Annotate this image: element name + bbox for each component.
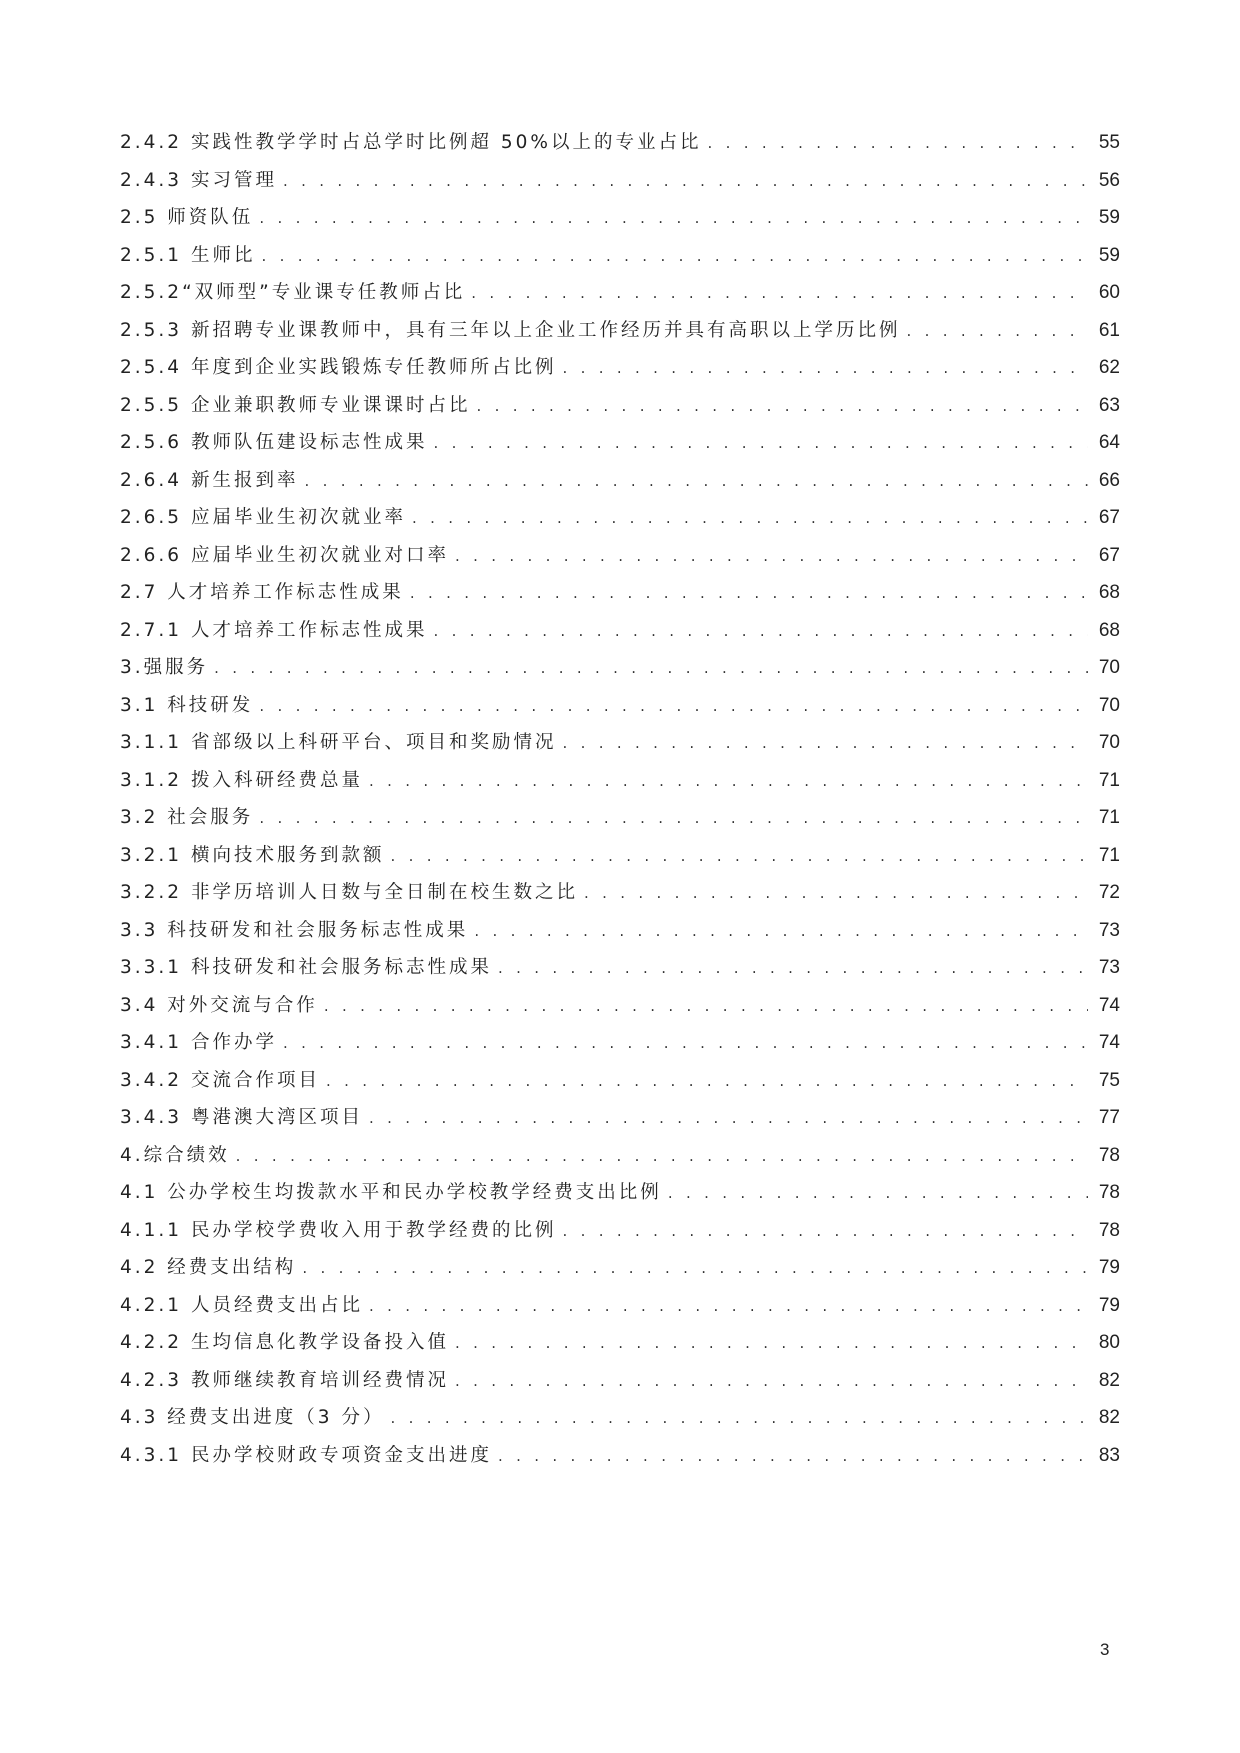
toc-dot-leader <box>259 800 1088 838</box>
toc-dot-leader <box>369 763 1088 801</box>
toc-entry[interactable] <box>120 574 1120 612</box>
toc-entry[interactable] <box>120 1362 1120 1400</box>
toc-entry[interactable] <box>120 1137 1120 1175</box>
toc-entry-title: 3.1.2 拨入科研经费总量 <box>120 769 363 791</box>
toc-dot-leader <box>906 313 1088 351</box>
toc-entry-page: 61 <box>1098 319 1120 341</box>
toc-entry-page: 67 <box>1098 507 1120 528</box>
toc-entry-title: 3.3 科技研发和社会服务标志性成果 <box>120 919 469 941</box>
toc-entry[interactable] <box>120 199 1120 237</box>
toc-dot-leader <box>476 388 1088 426</box>
table-of-contents <box>120 124 1120 1474</box>
toc-entry-page: 59 <box>1098 244 1120 266</box>
toc-entry-page: 68 <box>1098 619 1120 641</box>
toc-dot-leader <box>304 463 1088 501</box>
toc-entry[interactable] <box>120 162 1120 200</box>
toc-entry-title: 2.4.3 实习管理 <box>120 169 277 191</box>
toc-entry-page: 82 <box>1098 1369 1120 1391</box>
toc-entry-page: 74 <box>1098 994 1120 1016</box>
toc-entry-title: 2.6.5 应届毕业生初次就业率 <box>120 507 406 528</box>
toc-entry[interactable] <box>120 1062 1120 1100</box>
toc-entry-title: 2.5.1 生师比 <box>120 244 256 266</box>
toc-entry[interactable] <box>120 1249 1120 1287</box>
toc-entry-page: 71 <box>1098 769 1120 791</box>
toc-entry-title: 4.2.1 人员经费支出占比 <box>120 1294 363 1316</box>
toc-entry-page: 70 <box>1098 694 1120 716</box>
toc-entry[interactable] <box>120 237 1120 275</box>
toc-dot-leader <box>390 1400 1088 1438</box>
toc-dot-leader <box>283 1025 1088 1063</box>
toc-entry-title: 4.1.1 民办学校学费收入用于教学经费的比例 <box>120 1219 557 1241</box>
toc-entry-page: 82 <box>1098 1407 1120 1428</box>
toc-dot-leader <box>214 650 1088 688</box>
toc-entry-page: 67 <box>1098 544 1120 566</box>
toc-entry-title: 3.2 社会服务 <box>120 807 254 828</box>
toc-dot-leader <box>259 200 1088 238</box>
toc-entry[interactable] <box>120 1099 1120 1137</box>
toc-entry[interactable] <box>120 649 1120 687</box>
toc-entry-title: 3.4.3 粤港澳大湾区项目 <box>120 1107 363 1128</box>
toc-entry-title: 3.4 对外交流与合作 <box>120 994 318 1016</box>
toc-dot-leader <box>562 350 1088 388</box>
toc-entry[interactable] <box>120 349 1120 387</box>
toc-entry-title: 3.1.1 省部级以上科研平台、项目和奖励情况 <box>120 732 557 753</box>
toc-entry-title: 3.4.2 交流合作项目 <box>120 1069 320 1091</box>
toc-dot-leader <box>498 1438 1088 1476</box>
toc-entry-title: 3.4.1 合作办学 <box>120 1032 277 1053</box>
toc-dot-leader <box>433 613 1088 651</box>
toc-entry[interactable] <box>120 274 1120 312</box>
toc-entry-page: 78 <box>1098 1219 1120 1241</box>
toc-entry-page: 74 <box>1098 1032 1120 1053</box>
toc-entry[interactable] <box>120 124 1120 162</box>
toc-entry-page: 72 <box>1098 882 1120 903</box>
toc-entry[interactable] <box>120 462 1120 500</box>
toc-entry-title: 4.2 经费支出结构 <box>120 1257 297 1278</box>
toc-dot-leader <box>369 1100 1088 1138</box>
toc-entry-title: 4.2.3 教师继续教育培训经费情况 <box>120 1369 449 1391</box>
toc-entry-page: 70 <box>1098 657 1120 678</box>
toc-entry-title: 2.5 师资队伍 <box>120 207 254 228</box>
toc-entry-page: 68 <box>1098 582 1120 603</box>
toc-entry-page: 78 <box>1098 1144 1120 1166</box>
toc-entry-title: 2.7.1 人才培养工作标志性成果 <box>120 619 428 641</box>
toc-entry[interactable] <box>120 1174 1120 1212</box>
toc-entry-title: 2.5.2“双师型”专业课专任教师占比 <box>120 282 466 303</box>
toc-dot-leader <box>324 988 1088 1026</box>
toc-dot-leader <box>455 538 1088 576</box>
toc-entry-page: 56 <box>1098 169 1120 191</box>
toc-entry-page: 73 <box>1098 957 1120 978</box>
toc-entry-title: 4.1 公办学校生均拨款水平和民办学校教学经费支出比例 <box>120 1182 662 1203</box>
toc-entry-title: 4.3.1 民办学校财政专项资金支出进度 <box>120 1444 492 1466</box>
toc-entry-page: 75 <box>1098 1069 1120 1091</box>
toc-entry[interactable] <box>120 612 1120 650</box>
toc-entry-page: 62 <box>1098 357 1120 378</box>
toc-entry-title: 2.6.6 应届毕业生初次就业对口率 <box>120 544 449 566</box>
toc-entry[interactable] <box>120 1324 1120 1362</box>
toc-dot-leader <box>707 125 1088 163</box>
toc-dot-leader <box>302 1250 1088 1288</box>
toc-entry-page: 60 <box>1098 282 1120 303</box>
toc-entry[interactable] <box>120 799 1120 837</box>
toc-entry-title: 4.综合绩效 <box>120 1144 230 1166</box>
toc-entry[interactable] <box>120 1437 1120 1475</box>
toc-entry-title: 3.2.2 非学历培训人日数与全日制在校生数之比 <box>120 882 578 903</box>
toc-dot-leader <box>369 1288 1088 1326</box>
toc-entry-page: 77 <box>1098 1107 1120 1128</box>
toc-entry[interactable] <box>120 874 1120 912</box>
toc-dot-leader <box>410 575 1088 613</box>
toc-entry-title: 2.5.5 企业兼职教师专业课课时占比 <box>120 394 471 416</box>
toc-entry[interactable] <box>120 987 1120 1025</box>
toc-dot-leader <box>471 275 1088 313</box>
toc-dot-leader <box>498 950 1088 988</box>
toc-entry-title: 3.2.1 横向技术服务到款额 <box>120 844 385 866</box>
toc-entry-page: 63 <box>1098 394 1120 416</box>
toc-entry-page: 71 <box>1098 844 1120 866</box>
toc-dot-leader <box>584 875 1088 913</box>
toc-dot-leader <box>474 913 1088 951</box>
toc-dot-leader <box>412 500 1088 538</box>
toc-dot-leader <box>562 1213 1088 1251</box>
toc-entry-title: 4.2.2 生均信息化教学设备投入值 <box>120 1332 449 1353</box>
toc-entry[interactable] <box>120 424 1120 462</box>
toc-dot-leader <box>283 163 1088 201</box>
toc-dot-leader <box>326 1063 1088 1101</box>
toc-entry-page: 70 <box>1098 732 1120 753</box>
toc-entry-page: 79 <box>1098 1257 1120 1278</box>
toc-entry-title: 2.5.3 新招聘专业课教师中，具有三年以上企业工作经历并具有高职以上学历比例 <box>120 319 901 341</box>
toc-entry-title: 2.5.4 年度到企业实践锻炼专任教师所占比例 <box>120 357 557 378</box>
toc-entry[interactable] <box>120 1024 1120 1062</box>
toc-entry-page: 66 <box>1098 469 1120 491</box>
toc-dot-leader <box>261 238 1088 276</box>
toc-entry-page: 55 <box>1098 132 1120 153</box>
toc-entry[interactable] <box>120 687 1120 725</box>
toc-entry-page: 80 <box>1098 1332 1120 1353</box>
toc-entry-page: 79 <box>1098 1294 1120 1316</box>
toc-entry-title: 2.5.6 教师队伍建设标志性成果 <box>120 432 428 453</box>
toc-dot-leader <box>259 688 1088 726</box>
toc-dot-leader <box>433 425 1088 463</box>
toc-entry[interactable] <box>120 949 1120 987</box>
toc-entry[interactable] <box>120 312 1120 350</box>
toc-entry[interactable] <box>120 1287 1120 1325</box>
toc-entry-page: 78 <box>1098 1182 1120 1203</box>
toc-entry-page: 83 <box>1098 1444 1120 1466</box>
toc-dot-leader <box>668 1175 1088 1213</box>
toc-dot-leader <box>455 1325 1088 1363</box>
toc-entry[interactable] <box>120 387 1120 425</box>
toc-entry-title: 3.强服务 <box>120 657 209 678</box>
toc-entry[interactable] <box>120 837 1120 875</box>
toc-entry-title: 2.4.2 实践性教学学时占总学时比例超 50%以上的专业占比 <box>120 132 702 153</box>
toc-dot-leader <box>236 1138 1088 1176</box>
toc-entry-title: 2.6.4 新生报到率 <box>120 469 299 491</box>
toc-entry-page: 59 <box>1098 207 1120 228</box>
toc-entry-title: 4.3 经费支出进度（3 分） <box>120 1407 385 1428</box>
toc-dot-leader <box>390 838 1088 876</box>
toc-entry[interactable] <box>120 724 1120 762</box>
toc-entry[interactable] <box>120 1399 1120 1437</box>
toc-entry[interactable] <box>120 1212 1120 1250</box>
toc-entry-page: 73 <box>1098 919 1120 941</box>
toc-entry[interactable] <box>120 762 1120 800</box>
toc-dot-leader <box>455 1363 1088 1401</box>
toc-entry[interactable] <box>120 537 1120 575</box>
toc-dot-leader <box>562 725 1088 763</box>
page-number: 3 <box>1100 1640 1110 1659</box>
toc-entry[interactable] <box>120 912 1120 950</box>
toc-entry-page: 71 <box>1098 807 1120 828</box>
toc-entry-page: 64 <box>1098 432 1120 453</box>
toc-entry-title: 3.3.1 科技研发和社会服务标志性成果 <box>120 957 492 978</box>
toc-entry-title: 2.7 人才培养工作标志性成果 <box>120 582 404 603</box>
toc-entry-title: 3.1 科技研发 <box>120 694 254 716</box>
toc-entry[interactable] <box>120 499 1120 537</box>
